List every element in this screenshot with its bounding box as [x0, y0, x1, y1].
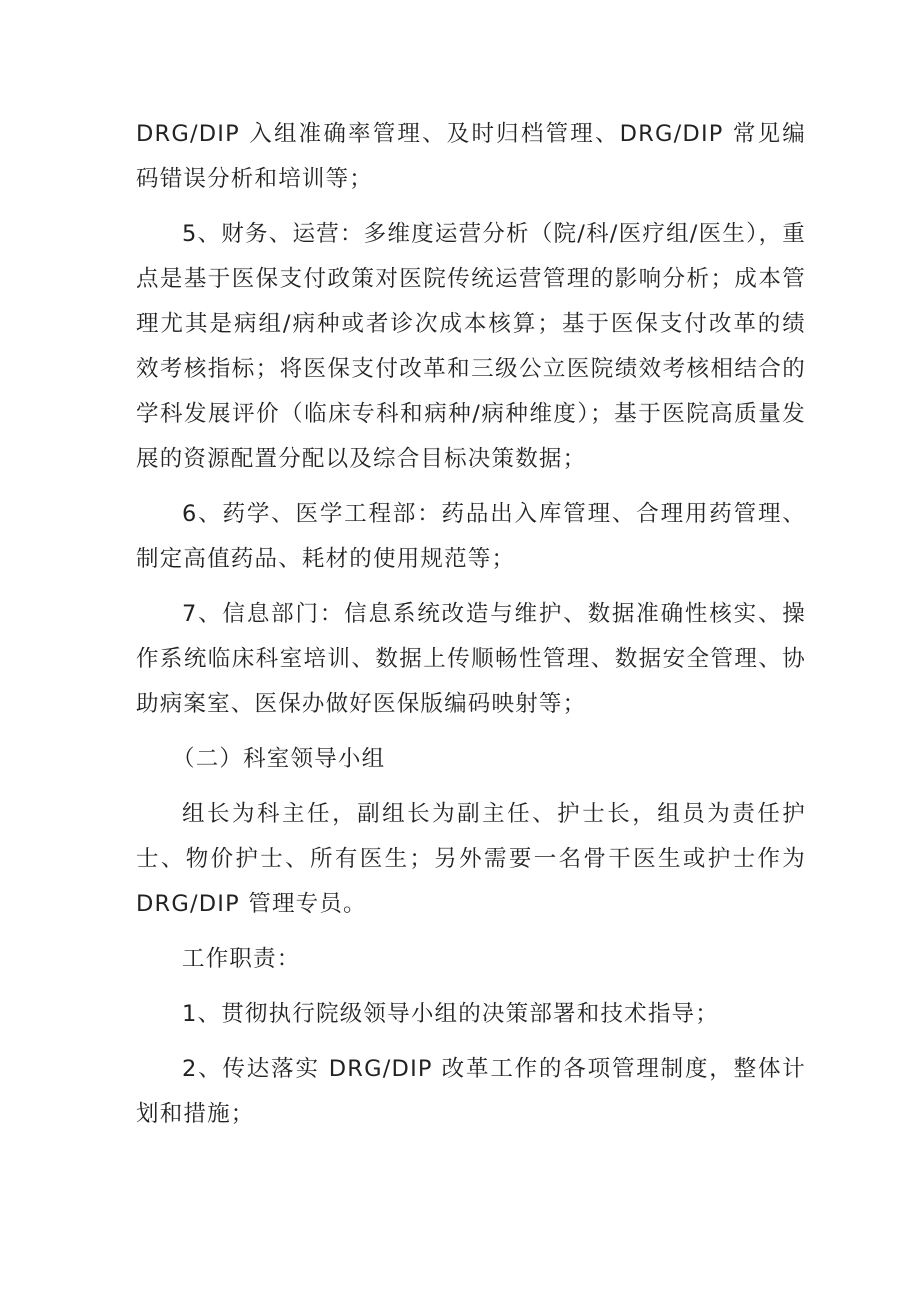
paragraph-information-department: 7、信息部门：信息系统改造与维护、数据准确性核实、操作系统临床科室培训、数据上传顺畅性管理、数据安全管理、协助病案室、医保办做好医保版编码映射等；	[136, 601, 806, 717]
paragraph-duty-1: 1、贯彻执行院级领导小组的决策部署和技术指导；	[182, 1001, 719, 1027]
document-body	[136, 112, 806, 1147]
paragraph-coding-continuation: DRG/DIP 入组准确率管理、及时归档管理、DRG/DIP 常见编码错误分析和培训等；	[136, 121, 806, 192]
section-heading-department-leadership: （二）科室领导小组	[172, 746, 386, 772]
paragraph-duty-2: 2、传达落实 DRG/DIP 改革工作的各项管理制度，整体计划和措施；	[136, 1056, 806, 1127]
paragraph-pharmacy-engineering: 6、药学、医学工程部：药品出入库管理、合理用药管理、制定高值药品、耗材的使用规范等；	[136, 501, 806, 572]
paragraph-team-composition: 组长为科主任，副组长为副主任、护士长，组员为责任护士、物价护士、所有医生；另外需要一名骨干医生或护士作为 DRG/DIP 管理专员。	[136, 801, 806, 917]
paragraph-duties-label: 工作职责：	[182, 946, 301, 972]
paragraph-finance-operations: 5、财务、运营：多维度运营分析（院/科/医疗组/医生），重点是基于医保支付政策对医院传统运营管理的影响分析；成本管理尤其是病组/病种或者诊次成本核算；基于医保支付改革的绩效考核指标；将医保支付改革和三级公立医院绩效考核相结合的学科发展评价（临床专科和病种/病种维度）；基于医院高质量发展的资源配置分配以及综合目标决策数据；	[136, 221, 806, 472]
